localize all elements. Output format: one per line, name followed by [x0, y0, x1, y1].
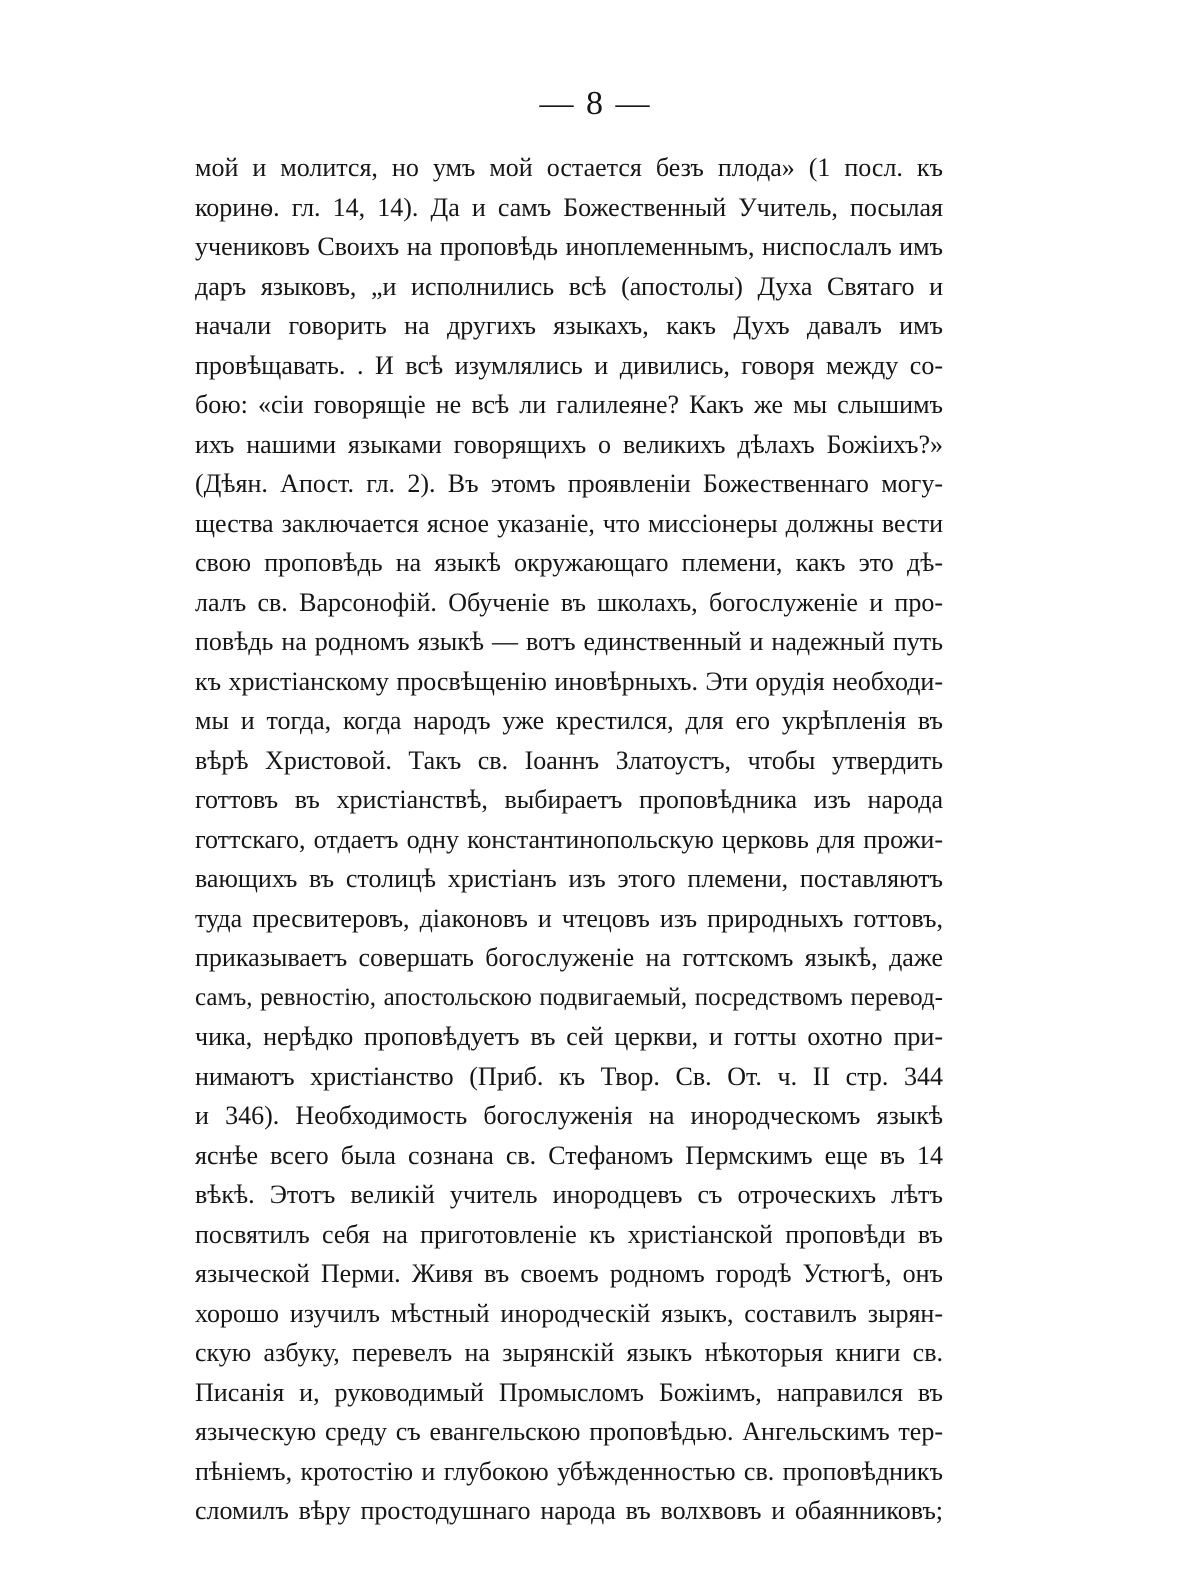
- text-line: бою: «сіи говорящіе не всѣ ли галилеяне? Какъ же мы слышимъ: [195, 390, 943, 419]
- text-line: нимаютъ христіанство (Приб. къ Твор. Св. От. ч. II стр. 344: [195, 1061, 943, 1091]
- text-line: хорошо изучилъ мѣстный инородческій языкъ, составилъ зырян-: [195, 1298, 943, 1328]
- text-line: готтовъ въ христіанствѣ, выбираетъ проповѣдника изъ народа: [195, 785, 943, 814]
- text-line: чика, нерѣдко проповѣдуетъ въ сей церкви, и готты охотно при-: [195, 1022, 943, 1051]
- text-line: Писанія и, руководимый Промысломъ Божіимъ, направился въ: [195, 1377, 943, 1407]
- text-line: коринѳ. гл. 14, 14). Да и самъ Божественный Учитель, посылая: [195, 192, 943, 222]
- text-line: скую азбуку, перевелъ на зырянскій языкъ нѣкоторыя книги св.: [195, 1338, 943, 1367]
- text-line: повѣдь на родномъ языкѣ — вотъ единственный и надежный путь: [195, 627, 943, 656]
- text-line: приказываетъ совершать богослуженіе на готтскомъ языкѣ, даже: [195, 943, 943, 972]
- text-line: начали говорить на другихъ языкахъ, какъ Духъ давалъ имъ: [195, 311, 943, 340]
- text-line: пѣніемъ, кротостію и глубокою убѣжденностью св. проповѣдникъ: [195, 1456, 943, 1486]
- text-line: лалъ св. Варсонофій. Обученіе въ школахъ, богослуженіе и про-: [195, 587, 943, 617]
- text-line: готтскаго, отдаетъ одну константинопольскую церковь для прожи-: [195, 824, 943, 854]
- text-line: ихъ нашими языками говорящихъ о великихъ дѣлахъ Божіихъ?»: [195, 429, 943, 459]
- text-line: (Дѣян. Апост. гл. 2). Въ этомъ проявленіи Божественнаго могу-: [195, 469, 943, 498]
- text-line: сломилъ вѣру простодушнаго народа въ волхвовъ и обаянниковъ;: [195, 1496, 943, 1525]
- text-line: вѣрѣ Христовой. Такъ св. Іоаннъ Златоустъ, чтобы утвердить: [195, 745, 943, 775]
- text-line: мы и тогда, когда народъ уже крестился, для его укрѣпленія въ: [195, 706, 943, 735]
- text-line: свою проповѣдь на языкѣ окружающаго племени, какъ это дѣ-: [195, 548, 943, 577]
- text-line: вѣкѣ. Этотъ великій учитель инородцевъ съ отроческихъ лѣтъ: [195, 1180, 943, 1209]
- text-line: вающихъ въ столицѣ христіанъ изъ этого племени, поставляютъ: [195, 864, 943, 893]
- text-line: даръ языковъ, „и исполнились всѣ (апостолы) Духа Святаго и: [195, 271, 943, 301]
- body-text: [195, 148, 943, 1531]
- page-number: — 8 —: [539, 85, 652, 122]
- text-line: щества заключается ясное указаніе, что миссіонеры должны вести: [195, 508, 943, 538]
- text-line: самъ, ревностію, апостольскою подвигаемый, посредствомъ перевод-: [195, 983, 943, 1011]
- text-line: языческую среду съ евангельскою проповѣдью. Ангельскимъ тер-: [195, 1417, 943, 1446]
- text-line: туда пресвитеровъ, діаконовъ и чтецовъ изъ природныхъ готтовъ,: [195, 903, 943, 933]
- text-line: языческой Перми. Живя въ своемъ родномъ городѣ Устюгѣ, онъ: [195, 1259, 943, 1288]
- text-line: посвятилъ себя на приготовленіе къ христіанской проповѣди въ: [195, 1219, 943, 1249]
- text-line: къ христіанскому просвѣщенію иновѣрныхъ. Эти орудія необходи-: [195, 666, 943, 696]
- text-line: учениковъ Своихъ на проповѣдь иноплеменнымъ, ниспослалъ имъ: [195, 232, 943, 261]
- text-line: яснѣе всего была сознана св. Стефаномъ Пермскимъ еще въ 14: [195, 1140, 943, 1170]
- text-line: провѣщавать. . И всѣ изумлялись и дивились, говоря между со-: [195, 350, 943, 380]
- text-line: мой и молится, но умъ мой остается безъ плода» (1 посл. къ: [195, 153, 943, 182]
- text-line: и 346). Необходимость богослуженія на инородческомъ языкѣ: [195, 1101, 943, 1130]
